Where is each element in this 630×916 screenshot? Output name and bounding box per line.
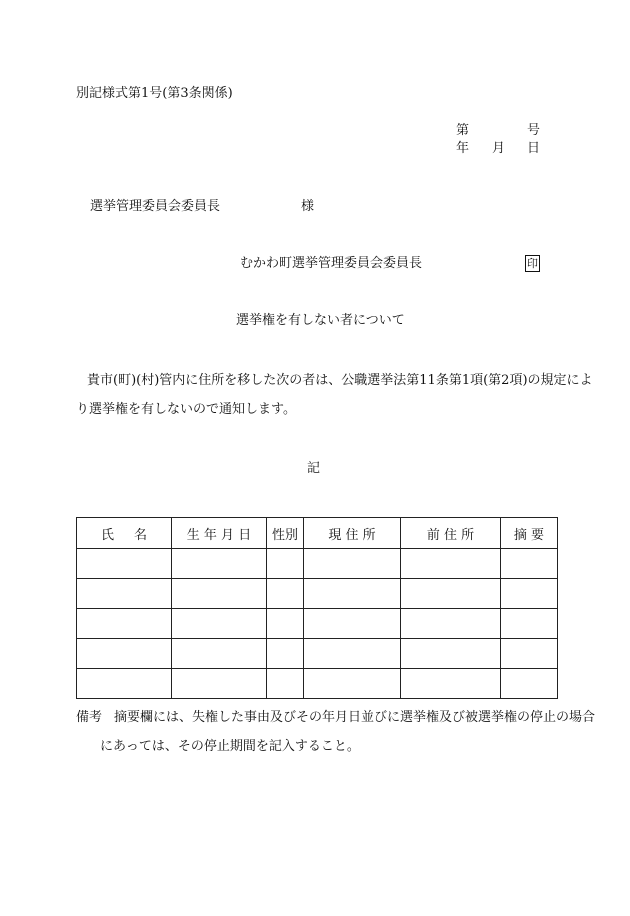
cell-birthdate xyxy=(172,579,267,609)
cell-current-address xyxy=(304,639,401,669)
cell-former-address xyxy=(401,639,501,669)
header-sex: 性別 xyxy=(267,518,304,549)
note-line-1: 摘要欄には、失権した事由及びその年月日並びに選挙権及び被選挙権の停止の場合 xyxy=(114,710,596,725)
addressee-honorific: 様 xyxy=(301,199,315,214)
number-go: 号 xyxy=(527,123,541,138)
header-name-b: 名 xyxy=(133,527,147,543)
cell-remarks xyxy=(501,549,558,579)
cell-sex xyxy=(267,639,304,669)
cell-sex xyxy=(267,549,304,579)
cell-remarks xyxy=(501,579,558,609)
cell-name xyxy=(77,639,172,669)
table-row xyxy=(77,579,558,609)
cell-sex xyxy=(267,609,304,639)
date-year: 年 xyxy=(456,141,470,156)
table-row xyxy=(77,639,558,669)
cell-current-address xyxy=(304,609,401,639)
cell-name xyxy=(77,669,172,699)
subject-title: 選挙権を有しない者について xyxy=(236,313,405,328)
cell-name xyxy=(77,609,172,639)
cell-birthdate xyxy=(172,639,267,669)
body-line-2: り選挙権を有しないので通知します。 xyxy=(76,402,296,417)
header-former-address: 前 住 所 xyxy=(401,518,501,549)
cell-name xyxy=(77,549,172,579)
cell-sex xyxy=(267,579,304,609)
date-month: 月 xyxy=(492,141,506,156)
header-name-a: 氏 xyxy=(100,527,114,543)
ki-heading: 記 xyxy=(307,461,321,476)
header-name xyxy=(77,518,172,549)
header-remarks: 摘 要 xyxy=(501,518,558,549)
cell-remarks xyxy=(501,669,558,699)
cell-former-address xyxy=(401,549,501,579)
number-dai: 第 xyxy=(456,123,470,138)
form-reference: 別記様式第1号(第3条関係) xyxy=(76,86,233,101)
cell-birthdate xyxy=(172,549,267,579)
table-body xyxy=(77,549,558,699)
cell-current-address xyxy=(304,549,401,579)
cell-remarks xyxy=(501,639,558,669)
sender-title: むかわ町選挙管理委員会委員長 xyxy=(240,256,423,271)
table-row xyxy=(77,669,558,699)
cell-former-address xyxy=(401,609,501,639)
table-header-row xyxy=(77,518,558,549)
date-day: 日 xyxy=(527,141,541,156)
cell-current-address xyxy=(304,669,401,699)
cell-former-address xyxy=(401,669,501,699)
seal-mark: 印 xyxy=(527,257,538,270)
cell-remarks xyxy=(501,609,558,639)
note-label: 備考 xyxy=(76,710,103,725)
cell-birthdate xyxy=(172,669,267,699)
header-current-address: 現 住 所 xyxy=(304,518,401,549)
cell-name xyxy=(77,579,172,609)
table-row xyxy=(77,549,558,579)
cell-birthdate xyxy=(172,609,267,639)
header-birthdate: 生 年 月 日 xyxy=(172,518,267,549)
cell-former-address xyxy=(401,579,501,609)
note-line-2: にあっては、その停止期間を記入すること。 xyxy=(100,739,360,754)
roster-table xyxy=(76,517,558,699)
addressee-title: 選挙管理委員会委員長 xyxy=(90,199,221,214)
body-line-1: 貴市(町)(村)管内に住所を移した次の者は、公職選挙法第11条第1項(第2項)の規定によ xyxy=(87,373,593,388)
cell-current-address xyxy=(304,579,401,609)
table-row xyxy=(77,609,558,639)
cell-sex xyxy=(267,669,304,699)
